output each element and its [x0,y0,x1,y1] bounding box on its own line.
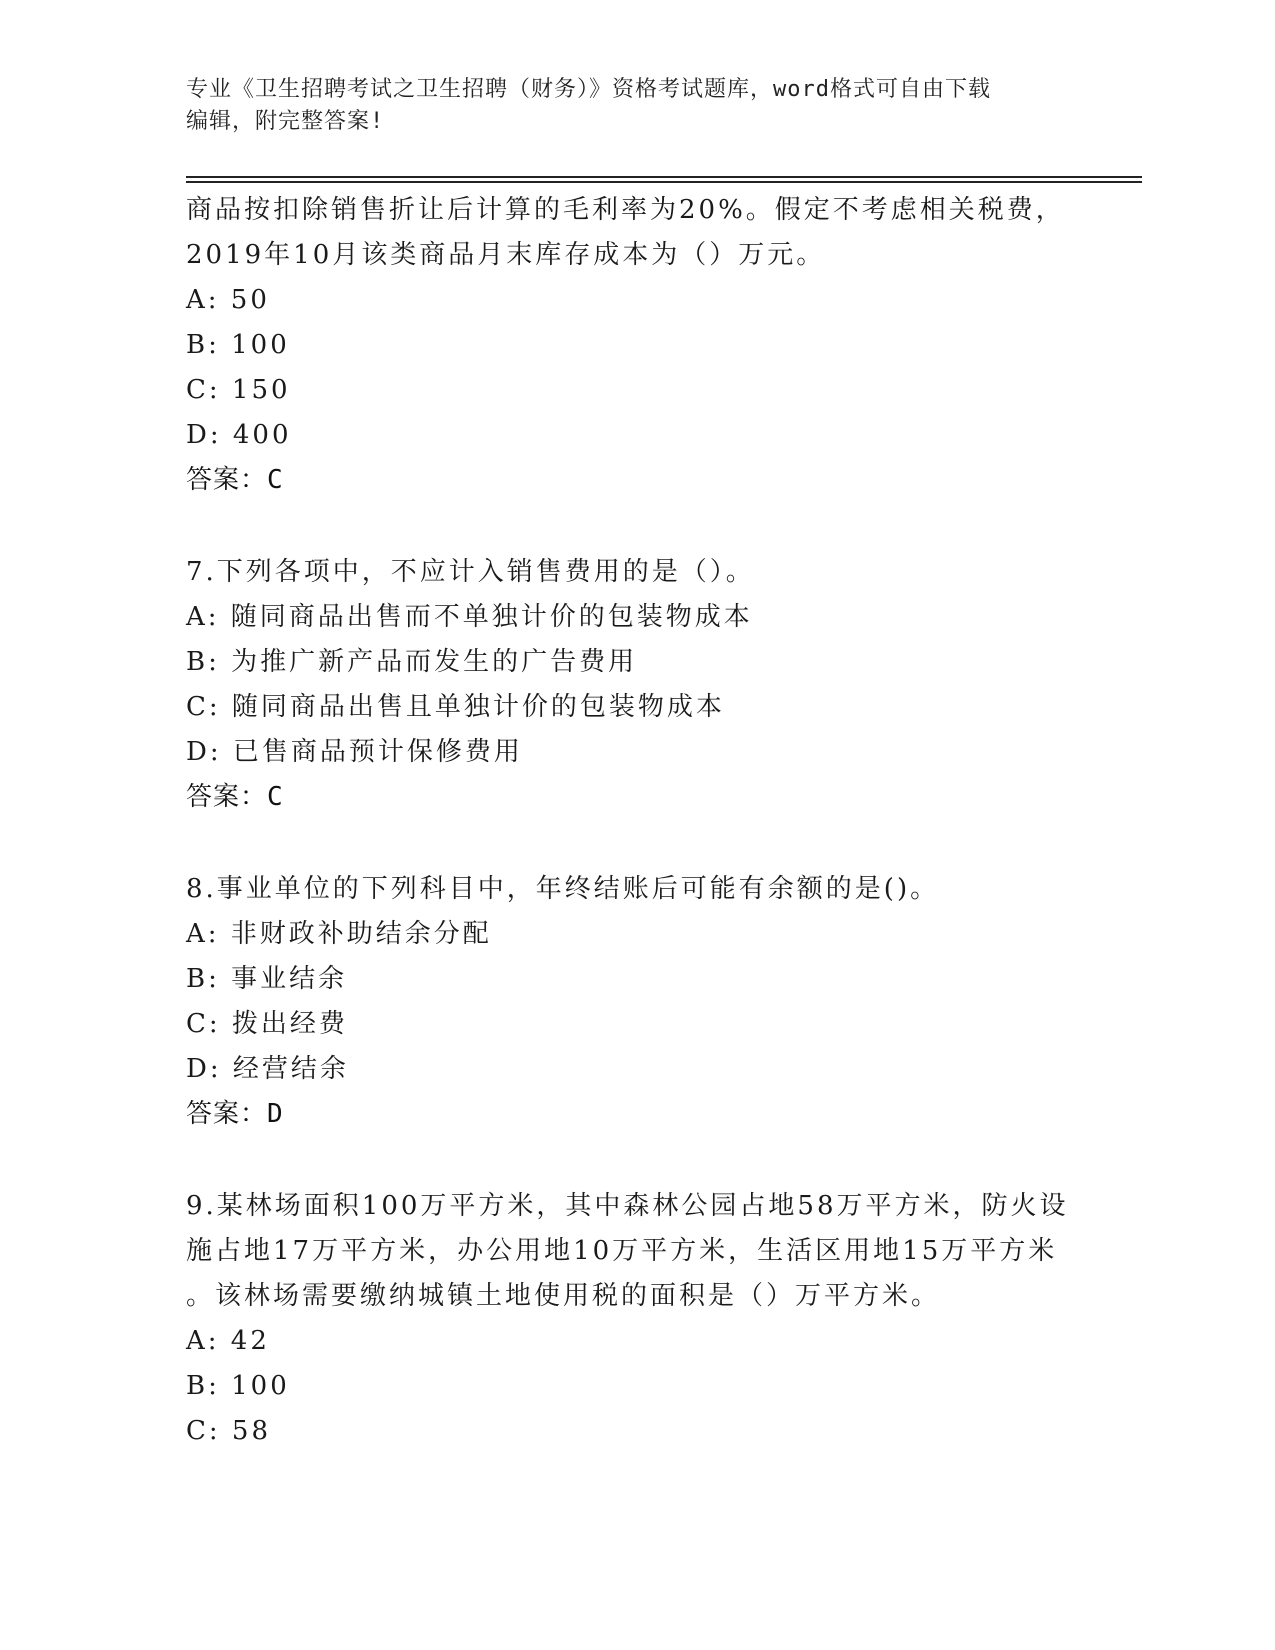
option-c: C: 拨出经费 [186,1009,348,1039]
option-b: B: 100 [186,330,290,360]
header-rule-bottom [186,181,1142,183]
question-text-line: 9.某林场面积100万平方米，其中森林公园占地58万平方米，防火设 [186,1191,1069,1221]
question-text-line: 8.事业单位的下列科目中，年终结账后可能有余额的是()。 [186,874,940,904]
question-text-line: 商品按扣除销售折让后计算的毛利率为20%。假定不考虑相关税费， [186,195,1065,225]
option-c: C: 150 [186,375,291,405]
option-d: D: 400 [186,420,292,450]
option-a: A: 随同商品出售而不单独计价的包装物成本 [186,602,753,632]
option-d: D: 经营结余 [186,1054,349,1084]
answer-label: 答案：D [186,1099,284,1129]
option-d: D: 已售商品预计保修费用 [186,737,523,767]
document-header [186,74,1086,138]
option-a: A: 50 [186,285,270,315]
header-line-2: 编辑，附完整答案! [186,109,385,134]
option-a: A: 42 [186,1326,270,1356]
option-b: B: 100 [186,1371,290,1401]
question-9 [186,1184,1086,1454]
option-c: C: 58 [186,1416,272,1446]
option-a: A: 非财政补助结余分配 [186,919,492,949]
question-8 [186,867,1086,1137]
answer-label: 答案：C [186,465,284,495]
option-b: B: 事业结余 [186,964,348,994]
spacer [186,820,1086,867]
header-rule-top [186,176,1142,178]
header-line-1: 专业《卫生招聘考试之卫生招聘（财务）》资格考试题库，word格式可自由下载 [186,77,991,102]
option-b: B: 为推广新产品而发生的广告费用 [186,647,638,677]
question-text-line: 2019年10月该类商品月末库存成本为（）万元。 [186,240,826,270]
question-text-line: 。该林场需要缴纳城镇土地使用税的面积是（）万平方米。 [186,1281,941,1311]
answer-label: 答案：C [186,782,284,812]
question-7 [186,550,1086,820]
question-6 [186,188,1086,503]
option-c: C: 随同商品出售且单独计价的包装物成本 [186,692,725,722]
question-text-line: 施占地17万平方米，办公用地10万平方米，生活区用地15万平方米 [186,1236,1058,1266]
question-text-line: 7.下列各项中，不应计入销售费用的是（）。 [186,557,755,587]
question-content [186,188,1086,1454]
spacer [186,1137,1086,1184]
spacer [186,503,1086,550]
